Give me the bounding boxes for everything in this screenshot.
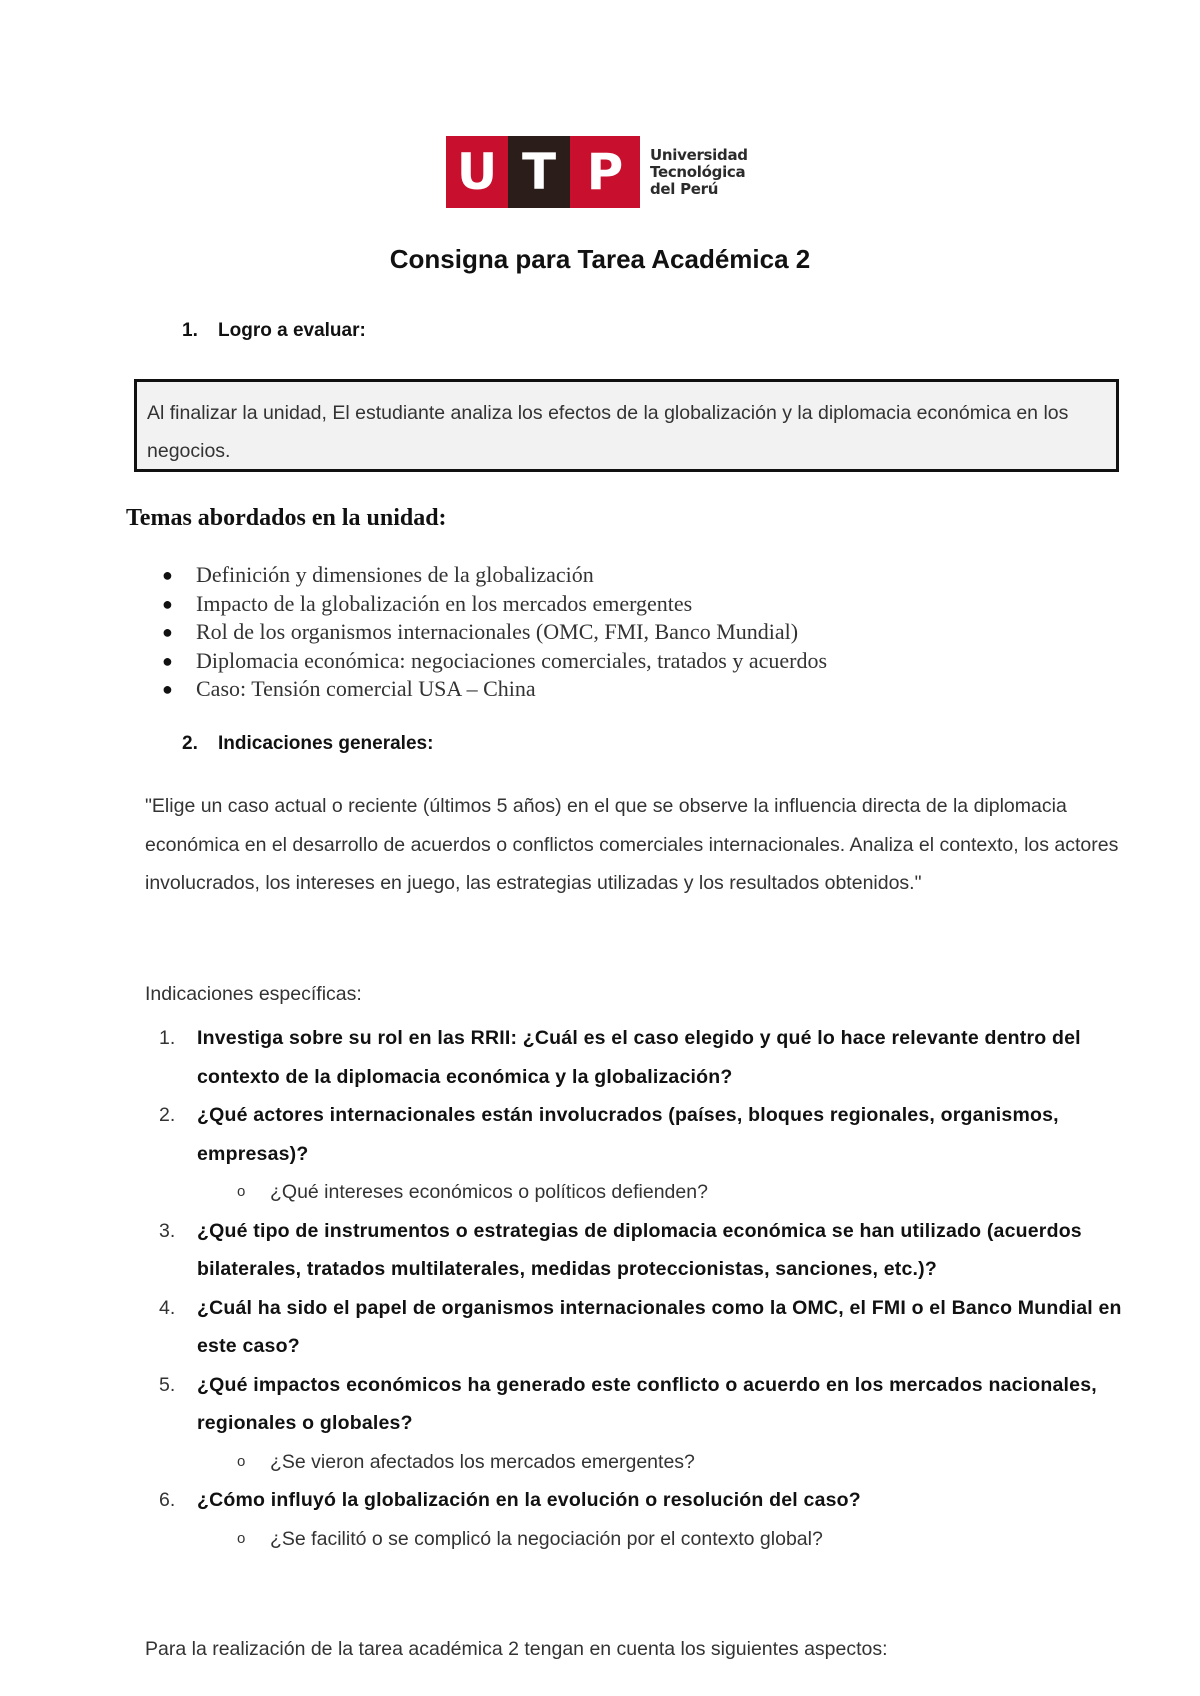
sub-bullet-icon: o [237, 1529, 246, 1547]
question-text: ¿Cuál ha sido el papel de organismos internacionales como la OMC, el FMI o el Banco Mundial en este caso? [197, 1296, 1122, 1357]
list-item [160, 561, 827, 590]
logo-name-line: del Perú [650, 179, 719, 198]
question-number: 2. [159, 1104, 176, 1126]
sub-question [145, 1443, 1135, 1482]
logo-letter-p: P [570, 136, 640, 208]
list-item [160, 675, 827, 704]
list-item [160, 590, 827, 619]
section-number: 2. [182, 733, 198, 754]
question-text: ¿Cómo influyó la globalización en la evolución o resolución del caso? [197, 1489, 861, 1511]
section-heading-text: Logro a evaluar: [218, 320, 366, 341]
sub-question [145, 1520, 1135, 1559]
question-number: 1. [159, 1027, 176, 1049]
question-item [145, 1019, 1135, 1096]
bullet-icon: ● [162, 650, 173, 671]
topics-title: Temas abordados en la unidad: [126, 505, 447, 531]
section-2-heading [182, 733, 433, 755]
topic-text: Impacto de la globalización en los mercados emergentes [196, 590, 693, 616]
question-number: 4. [159, 1296, 176, 1319]
questions-list [145, 1019, 1135, 1558]
logo-name-line: Universidad [650, 145, 748, 164]
section-1-heading [182, 320, 366, 342]
utp-logo [446, 136, 748, 208]
question-item [145, 1212, 1135, 1289]
achievement-box: Al finalizar la unidad, El estudiante analiza los efectos de la globalización y la diplomacia económica en los negocios. [134, 379, 1119, 472]
question-text: ¿Qué impactos económicos ha generado este conflicto o acuerdo en los mercados nacionales, regionales o globales? [197, 1373, 1097, 1434]
sub-question [145, 1173, 1135, 1212]
general-instructions: "Elige un caso actual o reciente (últimos 5 años) en el que se observe la influencia directa de la diplomacia económica en el desarrollo de acuerdos o conflictos comerciales internacionales. Analiza el contexto, los actores involucrados, los intereses en juego, las estrategias utilizadas y los resultados obtenidos." [145, 795, 1119, 894]
logo-letter-t: T [508, 136, 570, 208]
bullet-icon: ● [162, 593, 173, 614]
question-number: 3. [159, 1219, 176, 1242]
question-item [145, 1096, 1135, 1173]
logo-name-line: Tecnológica [650, 162, 746, 181]
sub-question-text: ¿Se facilitó o se complicó la negociación por el contexto global? [270, 1527, 823, 1550]
footer-text: Para la realización de la tarea académica 2 tengan en cuenta los siguientes aspectos: [145, 1638, 888, 1660]
question-text: ¿Qué tipo de instrumentos o estrategias de diplomacia económica se han utilizado (acuerdos bilaterales, tratados multilaterales, medidas proteccionistas, sanciones, etc.)? [197, 1219, 1082, 1280]
bullet-icon: ● [162, 565, 173, 585]
question-text: ¿Qué actores internacionales están involucrados (países, bloques regionales, organismos, empresas)? [197, 1104, 1059, 1165]
sub-question-text: ¿Qué intereses económicos o políticos defienden? [270, 1181, 708, 1203]
document-title: Consigna para Tarea Académica 2 [389, 244, 811, 274]
question-number: 5. [159, 1373, 176, 1396]
logo-university-name [650, 147, 748, 198]
list-item [160, 647, 827, 676]
question-item [145, 1481, 1135, 1520]
topic-text: Caso: Tensión comercial USA – China [196, 676, 536, 701]
topics-list [160, 561, 827, 704]
sub-bullet-icon: o [237, 1452, 246, 1470]
list-item [160, 618, 827, 647]
sub-bullet-icon: o [237, 1183, 246, 1200]
question-number: 6. [159, 1489, 176, 1511]
topic-text: Diplomacia económica: negociaciones comerciales, tratados y acuerdos [196, 647, 828, 673]
specific-instructions-title: Indicaciones específicas: [145, 983, 362, 1005]
sub-question-text: ¿Se vieron afectados los mercados emergentes? [270, 1450, 695, 1473]
question-item [145, 1366, 1135, 1443]
logo-letter-u: U [446, 136, 508, 208]
question-text: Investiga sobre su rol en las RRII: ¿Cuál es el caso elegido y qué lo hace relevante dentro del contexto de la diplomacia económica y la globalización? [197, 1027, 1081, 1088]
topic-text: Definición y dimensiones de la globalización [196, 562, 594, 587]
section-number: 1. [182, 320, 198, 341]
section-heading-text: Indicaciones generales: [218, 733, 434, 754]
bullet-icon: ● [162, 622, 173, 642]
question-item [145, 1289, 1135, 1366]
bullet-icon: ● [162, 679, 173, 699]
utp-logo-mark [446, 136, 640, 208]
topic-text: Rol de los organismos internacionales (OMC, FMI, Banco Mundial) [196, 619, 799, 644]
